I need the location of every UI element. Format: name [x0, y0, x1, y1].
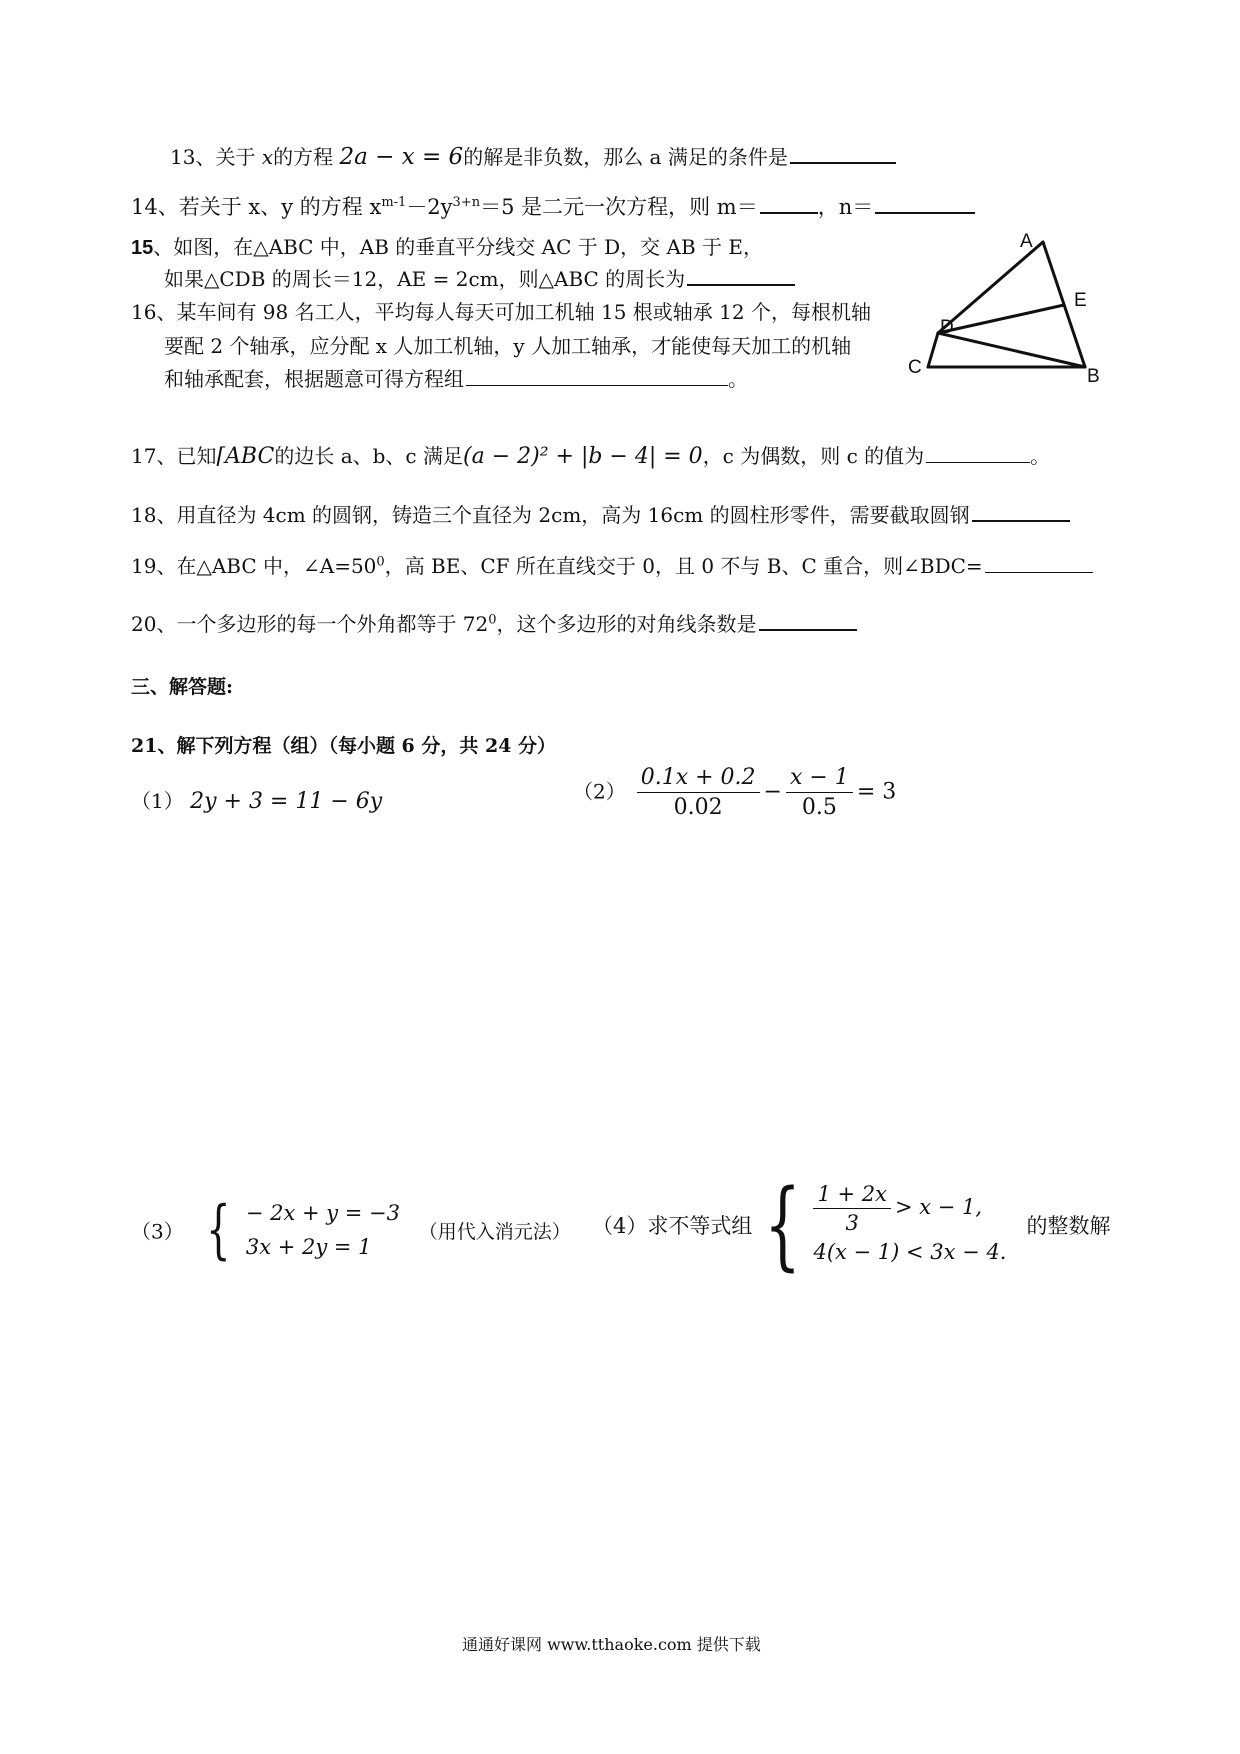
p2-numerator-1: 0.1x + 0.2 — [637, 765, 760, 793]
p2-fraction-2 — [786, 765, 853, 820]
q15-line1: 、如图，在△ABC 中，AB 的垂直平分线交 AC 于 D，交 AB 于 E， — [153, 235, 763, 259]
problem-3 — [131, 1193, 571, 1267]
question-18 — [131, 499, 1070, 528]
p2-denominator-1: 0.02 — [673, 795, 723, 820]
p1-equation: 2y + 3 = 11 − 6y — [190, 789, 383, 814]
q20-prefix: 20、一个多边形的每一个外角都等于 72 — [131, 612, 489, 636]
problem-4 — [592, 1169, 1111, 1281]
label-d: D — [940, 317, 954, 338]
label-c: C — [908, 357, 922, 378]
p3-row-1: − 2x + y = −3 — [245, 1201, 401, 1225]
p3-system — [246, 1196, 400, 1264]
p4-label: （4）求不等式组 — [592, 1214, 753, 1238]
q13-prefix: 13、关于 — [170, 145, 256, 169]
question-17 — [131, 440, 1050, 469]
answer-blank-n[interactable] — [875, 211, 975, 214]
left-brace-icon: { — [206, 1193, 231, 1267]
q17-expression: (a − 2)² + |b − 4| = 0 — [463, 444, 703, 469]
answer-blank[interactable] — [926, 461, 1030, 463]
q13-var: x — [261, 145, 274, 169]
question-16-line2 — [164, 330, 851, 359]
q16-line3: 和轴承配套，根据题意可得方程组 — [164, 367, 464, 391]
question-15-line2 — [164, 263, 795, 292]
question-14 — [131, 191, 975, 221]
q20-degree: 0 — [488, 612, 497, 628]
q14-sup2: 3+n — [452, 195, 481, 210]
q13-mid: 的方程 — [273, 145, 334, 169]
q14-suffix: ＝5 是二元一次方程，则 m＝ — [480, 195, 758, 219]
p4-row-2: 4(x − 1) < 3x − 4. — [813, 1239, 1007, 1264]
question-15 — [131, 231, 763, 260]
answer-blank[interactable] — [687, 283, 795, 286]
q14-prefix: 14、若关于 x、y 的方程 x — [131, 195, 382, 219]
answer-blank[interactable] — [985, 571, 1093, 573]
p3-row-2: 3x + 2y = 1 — [245, 1235, 372, 1259]
p4-system — [813, 1182, 1006, 1269]
question-19 — [131, 550, 1093, 579]
p3-note: （用代入消元法） — [418, 1220, 571, 1243]
answer-blank[interactable] — [790, 161, 896, 164]
p4-numerator: 1 + 2x — [813, 1182, 891, 1209]
triangle-figure — [890, 225, 1110, 385]
p2-label: （2） — [573, 779, 626, 804]
answer-blank[interactable] — [466, 384, 728, 386]
q17-triangle: ⌈ABC — [216, 444, 275, 469]
section-title: 三、解答题: — [131, 676, 234, 698]
left-brace-icon: { — [764, 1169, 802, 1281]
q14-n-label: ，n＝ — [817, 195, 874, 219]
q19-suffix: ，高 BE、CF 所在直线交于 0，且 0 不与 B、C 重合，则∠BDC= — [384, 554, 983, 578]
problem-2 — [573, 765, 896, 820]
p4-row-1 — [813, 1182, 1006, 1235]
p2-numerator-2: x − 1 — [786, 765, 853, 793]
q15-num: 15 — [131, 237, 154, 259]
q17-suffix: ，c 为偶数，则 c 的值为 — [702, 444, 925, 468]
question-16-line3 — [164, 363, 748, 392]
q17-end: 。 — [1030, 444, 1051, 468]
label-e: E — [1074, 290, 1087, 311]
q16-line2: 要配 2 个轴承，应分配 x 人加工机轴，y 人加工轴承，才能使每天加工的机轴 — [164, 334, 852, 358]
q17-prefix: 17、已知 — [131, 444, 217, 468]
side-dc — [928, 333, 938, 367]
question-13 — [170, 141, 896, 170]
q13-equation: 2a − x = 6 — [339, 144, 464, 170]
q14-sup1: m-1 — [381, 195, 407, 210]
q18-text: 18、用直径为 4cm 的圆钢，铸造三个直径为 2cm，高为 16cm 的圆柱形零件，需要截取圆钢 — [131, 503, 970, 527]
footer: 通通好课网 www.tthaoke.com 提供下载 — [462, 1635, 761, 1654]
p3-label: （3） — [131, 1219, 184, 1244]
q16-end: 。 — [728, 367, 748, 391]
p4-denominator: 3 — [845, 1210, 859, 1235]
label-b: B — [1087, 366, 1100, 385]
problem-1 — [131, 785, 382, 814]
p2-minus: − — [763, 779, 782, 805]
q14-mid: －2y — [406, 195, 453, 219]
answer-blank[interactable] — [759, 628, 857, 631]
q19-prefix: 19、在△ABC 中，∠A=50 — [131, 554, 377, 578]
answer-blank[interactable] — [972, 519, 1070, 522]
segment-de — [938, 305, 1064, 333]
answer-blank-m[interactable] — [760, 211, 818, 214]
p4-suffix: 的整数解 — [1026, 1214, 1111, 1238]
q20-suffix: ，这个多边形的对角线条数是 — [496, 612, 757, 636]
p1-label: （1） — [131, 789, 184, 813]
p2-rhs: = 3 — [856, 779, 897, 805]
p4-row-1-rest: > x − 1, — [894, 1194, 983, 1219]
q17-mid: 的边长 a、b、c 满足 — [274, 444, 463, 468]
p4-fraction — [813, 1182, 891, 1235]
q15-line2: 如果△CDB 的周长＝12，AE = 2cm，则△ABC 的周长为 — [164, 267, 686, 291]
p2-denominator-2: 0.5 — [801, 795, 837, 820]
segment-db — [938, 333, 1085, 367]
question-16-line1 — [131, 296, 871, 325]
p2-fraction-1 — [637, 765, 760, 820]
question-20 — [131, 608, 857, 637]
q13-suffix: 的解是非负数，那么 a 满足的条件是 — [463, 145, 788, 169]
q16-line1: 16、某车间有 98 名工人，平均每人每天可加工机轴 15 根或轴承 12 个，每根机轴 — [131, 300, 871, 324]
question-21-title: 21、解下列方程（组）（每小题 6 分，共 24 分） — [131, 735, 557, 757]
side-ca — [938, 242, 1043, 333]
q19-degree: 0 — [376, 554, 385, 570]
label-a: A — [1020, 231, 1033, 252]
